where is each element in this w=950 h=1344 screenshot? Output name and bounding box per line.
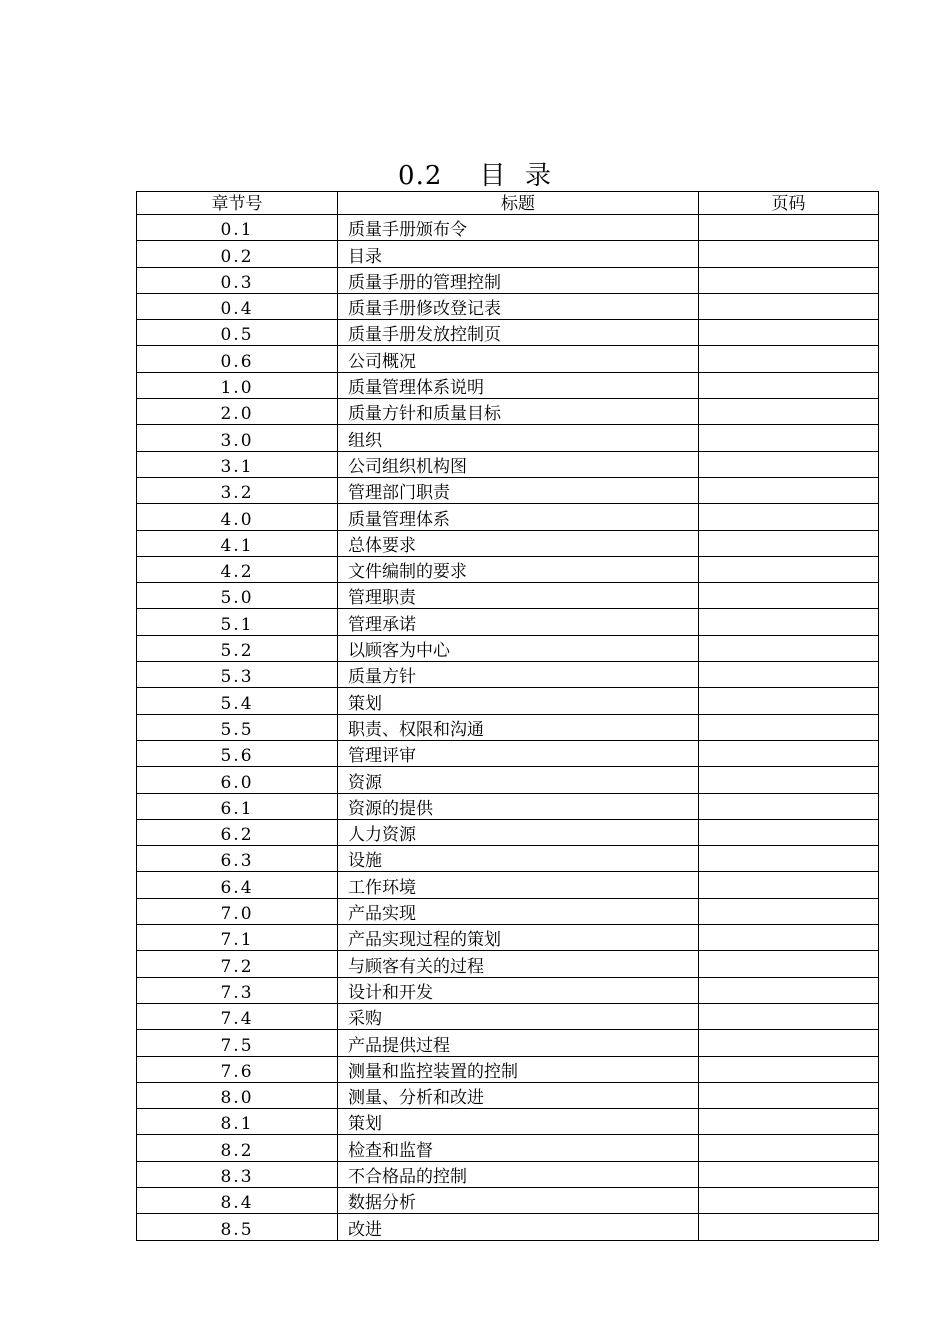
page-number: [699, 1109, 879, 1135]
section-number: 5.5: [137, 714, 338, 740]
page-number: [699, 1003, 879, 1029]
table-row: [137, 977, 879, 1003]
toc-body: [137, 215, 879, 1241]
section-number: 8.4: [137, 1187, 338, 1213]
section-title: 设计和开发: [338, 977, 699, 1003]
header-title: 标题: [338, 192, 699, 215]
section-number: 7.0: [137, 898, 338, 924]
page-number: [699, 740, 879, 766]
section-number: 0.1: [137, 215, 338, 241]
page-number: [699, 714, 879, 740]
table-row: [137, 556, 879, 582]
section-number: 3.2: [137, 477, 338, 503]
table-row: [137, 346, 879, 372]
table-row: [137, 477, 879, 503]
table-row: [137, 740, 879, 766]
section-number: 2.0: [137, 399, 338, 425]
table-row: [137, 241, 879, 267]
page-number: [699, 609, 879, 635]
page-number: [699, 320, 879, 346]
section-title: 工作环境: [338, 872, 699, 898]
section-title: 质量手册修改登记表: [338, 293, 699, 319]
section-number: 6.3: [137, 846, 338, 872]
table-row: [137, 372, 879, 398]
page-number: [699, 425, 879, 451]
section-title: 以顾客为中心: [338, 635, 699, 661]
section-title: 数据分析: [338, 1187, 699, 1213]
page-number: [699, 951, 879, 977]
section-title: 职责、权限和沟通: [338, 714, 699, 740]
section-title: 管理承诺: [338, 609, 699, 635]
section-title: 采购: [338, 1003, 699, 1029]
table-row: [137, 662, 879, 688]
section-title: 产品实现过程的策划: [338, 925, 699, 951]
table-row: [137, 1214, 879, 1240]
section-title: 设施: [338, 846, 699, 872]
page-number: [699, 530, 879, 556]
section-title: 不合格品的控制: [338, 1161, 699, 1187]
page-number: [699, 583, 879, 609]
toc-header-row: [137, 192, 879, 215]
section-number: 8.2: [137, 1135, 338, 1161]
section-number: 6.2: [137, 819, 338, 845]
table-row: [137, 767, 879, 793]
section-title: 质量方针和质量目标: [338, 399, 699, 425]
table-row: [137, 1135, 879, 1161]
page-number: [699, 346, 879, 372]
section-number: 4.0: [137, 504, 338, 530]
table-row: [137, 846, 879, 872]
table-row: [137, 1056, 879, 1082]
section-number: 7.2: [137, 951, 338, 977]
table-row: [137, 451, 879, 477]
page-number: [699, 846, 879, 872]
section-number: 5.1: [137, 609, 338, 635]
page-number: [699, 872, 879, 898]
table-row: [137, 1082, 879, 1108]
table-row: [137, 530, 879, 556]
section-number: 6.4: [137, 872, 338, 898]
section-title: 质量手册颁布令: [338, 215, 699, 241]
section-number: 5.3: [137, 662, 338, 688]
section-number: 4.2: [137, 556, 338, 582]
section-title: 总体要求: [338, 530, 699, 556]
page-number: [699, 1135, 879, 1161]
section-title: 质量管理体系: [338, 504, 699, 530]
page-number: [699, 556, 879, 582]
section-title: 策划: [338, 1109, 699, 1135]
page-title: 0.2 目 录: [398, 161, 552, 191]
section-number: 0.3: [137, 267, 338, 293]
page-number: [699, 215, 879, 241]
table-row: [137, 925, 879, 951]
page-number: [699, 1056, 879, 1082]
section-title: 测量、分析和改进: [338, 1082, 699, 1108]
section-title: 目录: [338, 241, 699, 267]
section-number: 0.6: [137, 346, 338, 372]
section-number: 6.0: [137, 767, 338, 793]
section-title: 质量方针: [338, 662, 699, 688]
table-row: [137, 215, 879, 241]
toc-table: [136, 191, 879, 1241]
page-number: [699, 819, 879, 845]
section-title: 资源的提供: [338, 793, 699, 819]
page-number: [699, 688, 879, 714]
section-number: 5.0: [137, 583, 338, 609]
page-number: [699, 925, 879, 951]
section-number: 5.6: [137, 740, 338, 766]
section-title: 与顾客有关的过程: [338, 951, 699, 977]
section-title: 测量和监控装置的控制: [338, 1056, 699, 1082]
page-number: [699, 793, 879, 819]
section-title: 管理部门职责: [338, 477, 699, 503]
table-row: [137, 1109, 879, 1135]
table-row: [137, 1003, 879, 1029]
page-number: [699, 1187, 879, 1213]
table-row: [137, 1030, 879, 1056]
section-number: 4.1: [137, 530, 338, 556]
section-title: 资源: [338, 767, 699, 793]
table-row: [137, 267, 879, 293]
section-title: 产品实现: [338, 898, 699, 924]
table-row: [137, 688, 879, 714]
section-number: 8.5: [137, 1214, 338, 1240]
page-number: [699, 767, 879, 793]
page-number: [699, 1030, 879, 1056]
table-row: [137, 425, 879, 451]
section-number: 7.1: [137, 925, 338, 951]
section-number: 5.2: [137, 635, 338, 661]
page-number: [699, 451, 879, 477]
section-number: 0.2: [137, 241, 338, 267]
section-title: 管理职责: [338, 583, 699, 609]
section-number: 8.1: [137, 1109, 338, 1135]
section-title: 检查和监督: [338, 1135, 699, 1161]
section-number: 1.0: [137, 372, 338, 398]
section-title: 管理评审: [338, 740, 699, 766]
table-row: [137, 872, 879, 898]
header-page-number: 页码: [699, 192, 879, 215]
page-number: [699, 635, 879, 661]
table-row: [137, 819, 879, 845]
page-number: [699, 662, 879, 688]
section-number: 7.4: [137, 1003, 338, 1029]
section-title: 质量手册的管理控制: [338, 267, 699, 293]
table-row: [137, 714, 879, 740]
table-row: [137, 1187, 879, 1213]
section-title: 人力资源: [338, 819, 699, 845]
section-title: 改进: [338, 1214, 699, 1240]
page-number: [699, 1161, 879, 1187]
section-number: 3.1: [137, 451, 338, 477]
page-number: [699, 1082, 879, 1108]
section-number: 6.1: [137, 793, 338, 819]
page-number: [699, 293, 879, 319]
table-row: [137, 293, 879, 319]
page-number: [699, 504, 879, 530]
table-row: [137, 320, 879, 346]
section-title: 产品提供过程: [338, 1030, 699, 1056]
section-number: 7.3: [137, 977, 338, 1003]
page-number: [699, 477, 879, 503]
table-row: [137, 399, 879, 425]
page-number: [699, 241, 879, 267]
page-number: [699, 977, 879, 1003]
table-row: [137, 583, 879, 609]
section-title: 组织: [338, 425, 699, 451]
table-row: [137, 504, 879, 530]
section-title: 公司组织机构图: [338, 451, 699, 477]
section-number: 3.0: [137, 425, 338, 451]
section-title: 质量手册发放控制页: [338, 320, 699, 346]
section-number: 0.4: [137, 293, 338, 319]
section-title: 质量管理体系说明: [338, 372, 699, 398]
table-row: [137, 635, 879, 661]
table-row: [137, 1161, 879, 1187]
table-row: [137, 793, 879, 819]
page-number: [699, 399, 879, 425]
page-number: [699, 267, 879, 293]
section-number: 8.0: [137, 1082, 338, 1108]
table-row: [137, 609, 879, 635]
section-number: 7.6: [137, 1056, 338, 1082]
section-number: 5.4: [137, 688, 338, 714]
header-section-number: 章节号: [137, 192, 338, 215]
page-number: [699, 1214, 879, 1240]
section-title: 策划: [338, 688, 699, 714]
section-title: 文件编制的要求: [338, 556, 699, 582]
page-number: [699, 898, 879, 924]
section-title: 公司概况: [338, 346, 699, 372]
section-number: 0.5: [137, 320, 338, 346]
page-number: [699, 372, 879, 398]
table-row: [137, 898, 879, 924]
section-number: 8.3: [137, 1161, 338, 1187]
section-number: 7.5: [137, 1030, 338, 1056]
table-row: [137, 951, 879, 977]
